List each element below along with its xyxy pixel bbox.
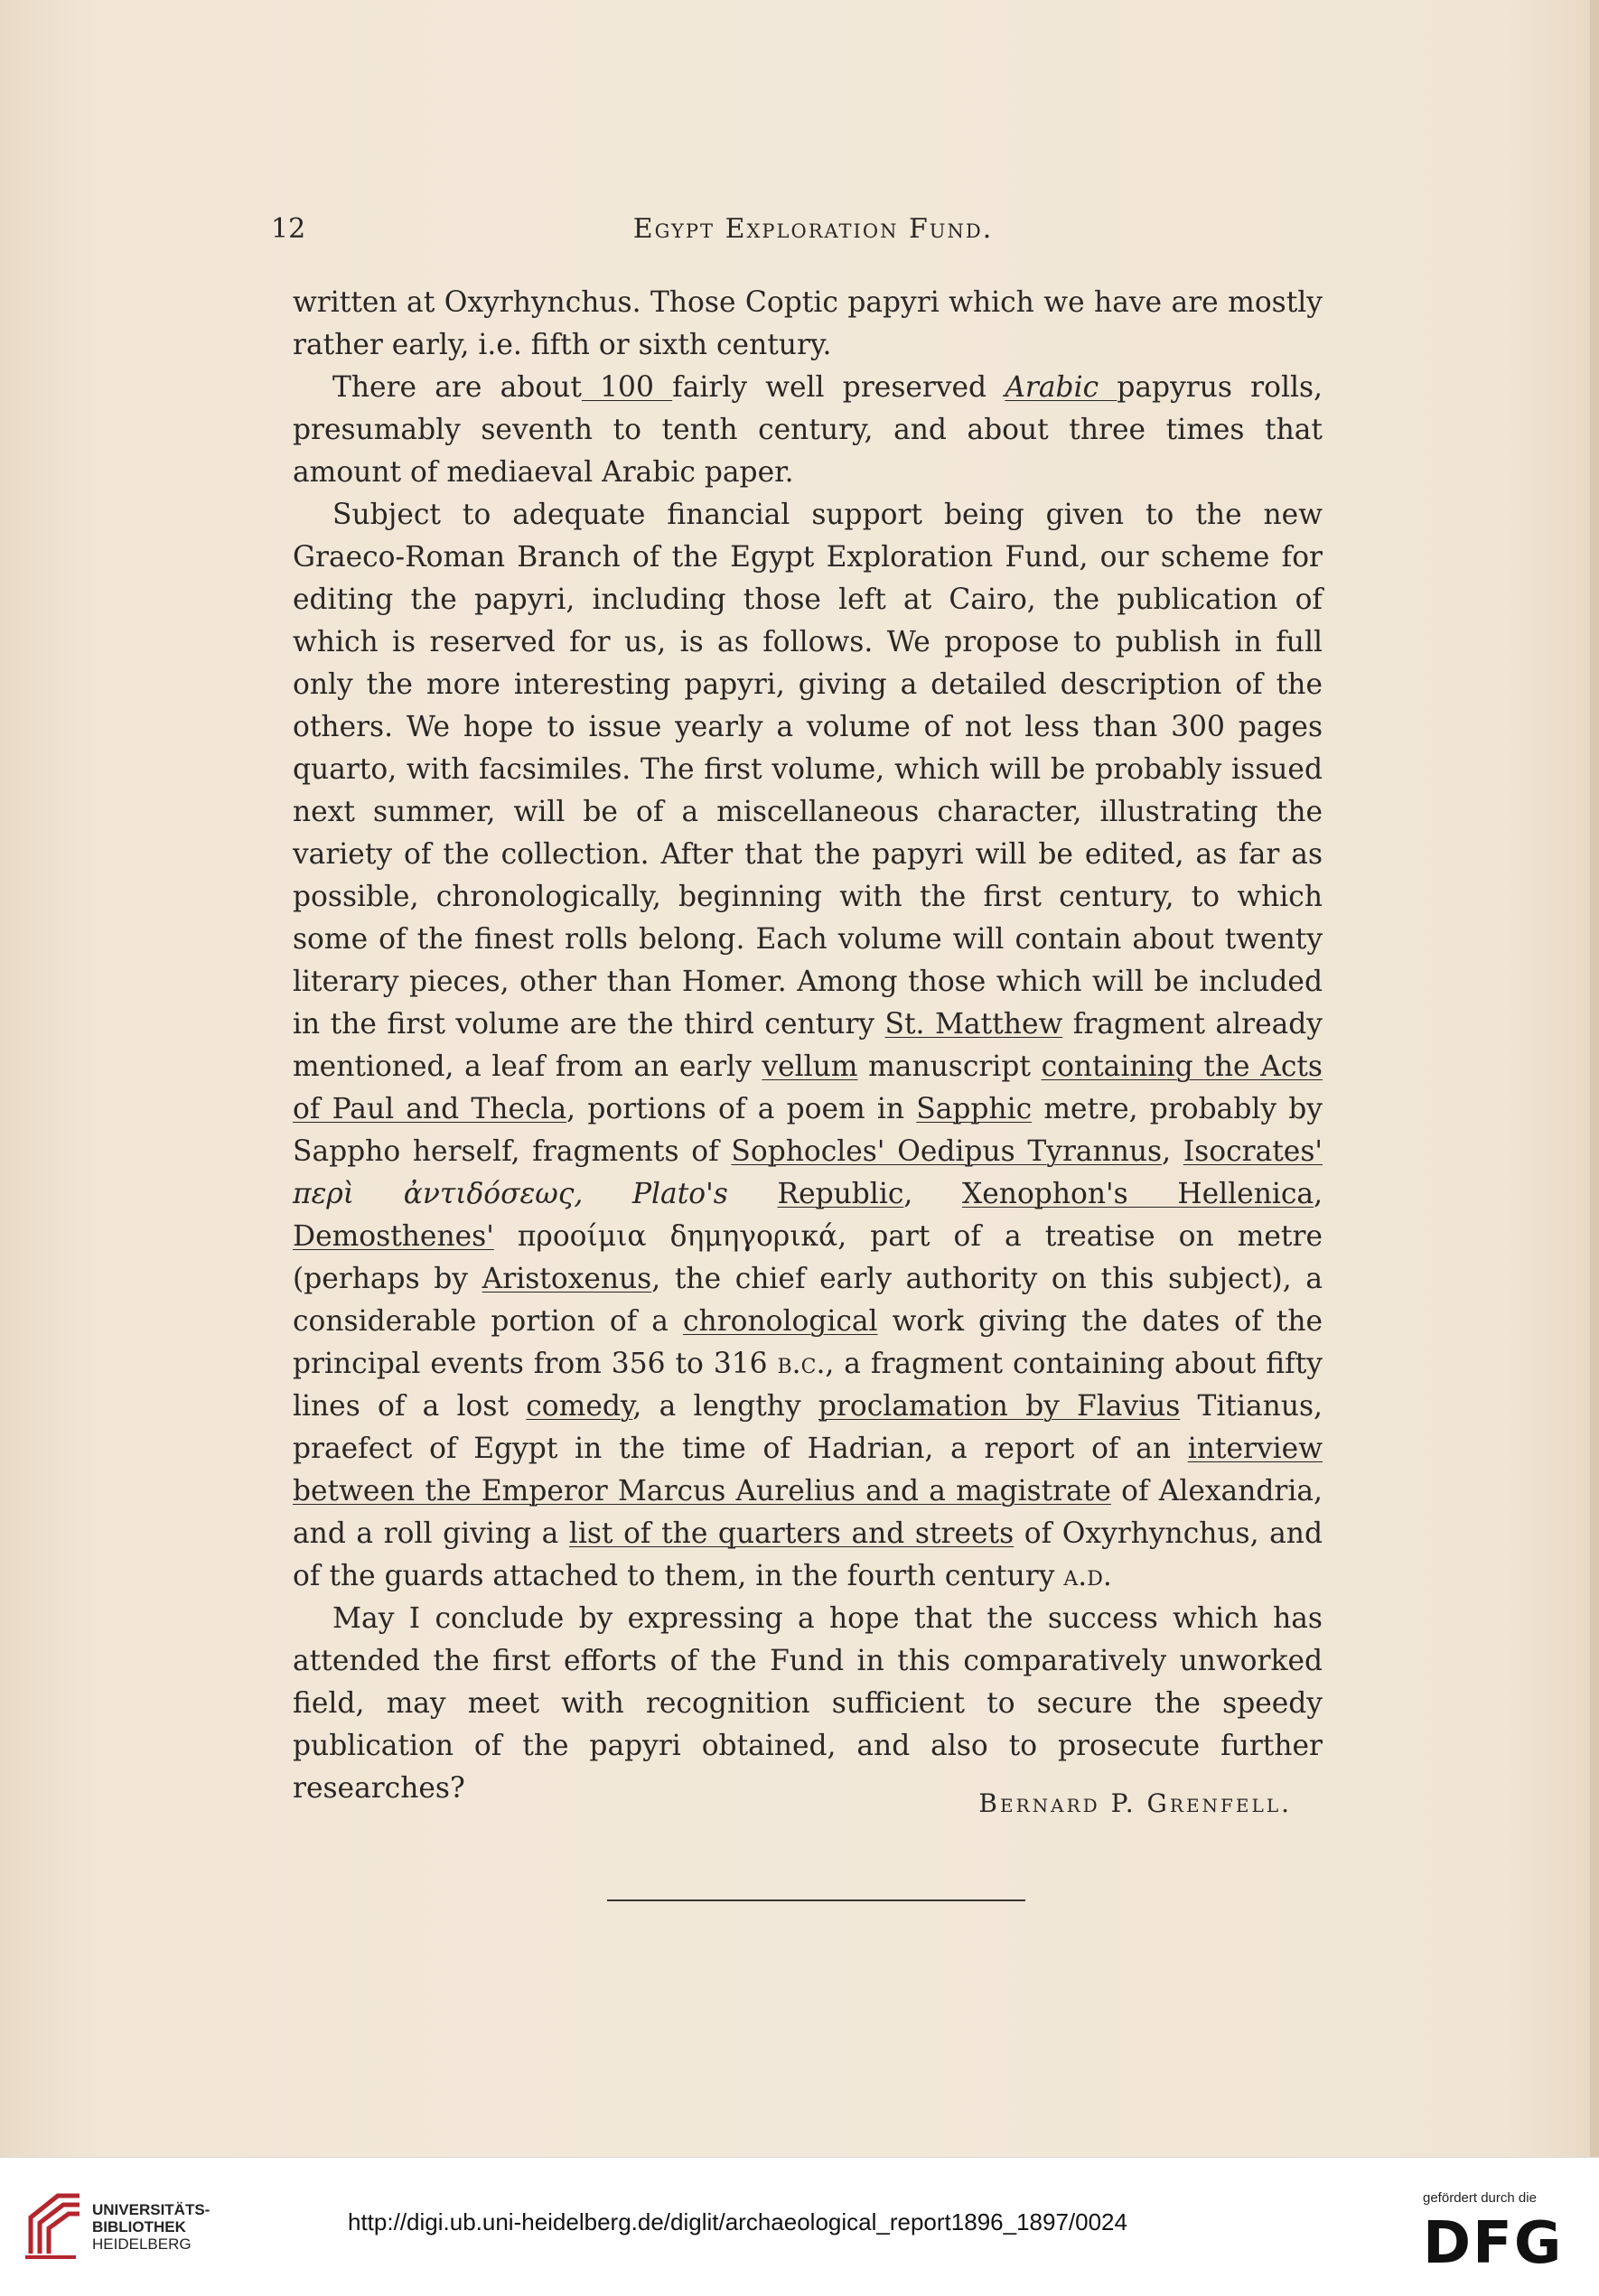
closing-rule: [607, 1899, 1025, 1901]
page-header: [271, 213, 1319, 258]
permalink-url[interactable]: http://digi.ub.uni-heidelberg.de/diglit/archaeological_report1896_1897/0024: [348, 2208, 1127, 2235]
library-logo-icon: [22, 2190, 87, 2263]
dfg-logo: DFG: [1423, 2210, 1564, 2277]
footer-bar: [0, 2157, 1599, 2296]
funding-caption: gefördert durch die: [1423, 2190, 1537, 2206]
signature: Bernard P. Grenfell.: [978, 1788, 1292, 1818]
library-name-line-3: HEIDELBERG: [92, 2235, 192, 2253]
paragraph-4: May I conclude by expressing a hope that the success which has attended the first efforts of the Fund in this comparatively unworked field, may meet with recognition sufficient to secure the speedy publication of the papyri obtained, and also to prosecute further researches?: [293, 1602, 1323, 1805]
library-name: [92, 2201, 210, 2253]
paragraph-2: There are about 100 fairly well preserved Arabic papyrus rolls, presumably seventh to tenth century, and about three times that amount of mediaeval Arabic paper.: [293, 371, 1323, 489]
running-title: Egypt Exploration Fund.: [632, 213, 994, 245]
page-number: 12: [271, 213, 306, 245]
page-edge: [1590, 0, 1599, 2157]
library-name-line-1: UNIVERSITÄTS-: [92, 2201, 210, 2218]
paragraph-3: Subject to adequate financial support being given to the new Graeco-Roman Branch of the Egypt Exploration Fund, our scheme for editing the papyri, including those left at Cairo, the publication of which is reserved for us, is as follows. We propose to publish in full only the more interesting papyri, giving a detailed description of the others. We hope to issue yearly a volume of not less than 300 pages quarto, with facsimiles. The first volume, which will be probably issued next summer, will be of a miscellaneous character, illustrating the variety of the collection. After that the papyri will be edited, as far as possible, chronologically, beginning with the first century, to which some of the finest rolls belong. Each volume will contain about twenty literary pieces, other than Homer. Among those which will be included in the first volume are the third century St. Matthew fragment already mentioned, a leaf from an early vellum manuscript containing the Acts of Paul and Thecla, portions of a poem in Sapphic metre, probably by Sappho herself, fragments of Sophocles' Oedipus Tyrannus, Isocrates' περὶ ἀντιδόσεως, Plato's Republic, Xenophon's Hellenica, Demosthenes' προοίμια δημηγορικά, part of a treatise on metre (perhaps by Aristoxenus, the chief early authority on this subject), a considerable portion of a chronological work giving the dates of the principal events from 356 to 316 b.c., a fragment containing about fifty lines of a lost comedy, a lengthy proclamation by Flavius Titianus, praefect of Egypt in the time of Hadrian, a report of an interview between the Emperor Marcus Aurelius and a magistrate of Alexandria, and a roll giving a list of the quarters and streets of Oxyrhynchus, and of the guards attached to them, in the fourth century a.d.: [293, 499, 1323, 1592]
body-text: [293, 282, 1323, 1810]
library-name-line-2: BIBLIOTHEK: [92, 2218, 186, 2235]
paragraph-1: written at Oxyrhynchus. Those Coptic papyri which we have are mostly rather early, i.e. fifth or sixth century.: [293, 286, 1323, 361]
